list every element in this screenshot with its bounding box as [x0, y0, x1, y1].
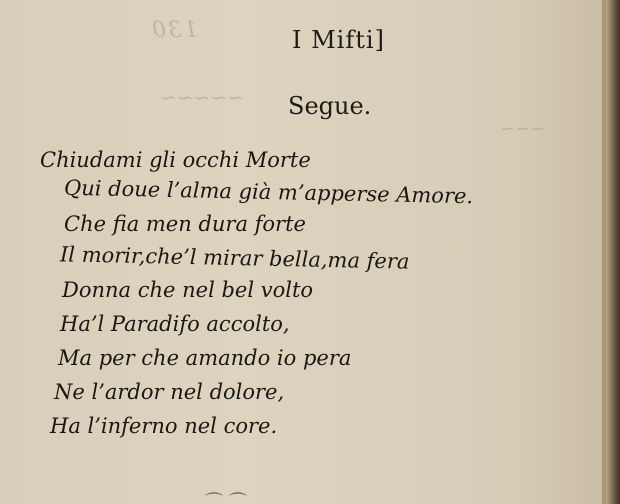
poem-line-7: Ma per che amando io pera [58, 346, 352, 370]
poem-line-4: Il morir,che’l mirar bella,ma fera [59, 242, 410, 274]
catchword-fragment: ⌒ ⌒ [205, 492, 247, 504]
poem-line-5: Donna che nel bel volto [62, 278, 314, 302]
book-gutter [606, 0, 620, 504]
bleed-through-header: 130 [150, 18, 198, 43]
poem-line-8: Ne l’ardor nel dolore, [54, 380, 285, 404]
poem-line-1: Chiudami gli occhi Morte [40, 148, 311, 172]
bleed-through-text: ~~~ [500, 118, 546, 139]
poem-line-6: Ha’l Paradifo accolto, [60, 312, 290, 336]
bleed-through-text: ~~~~~ [160, 85, 244, 109]
running-head: I Mifti] [292, 26, 385, 54]
poem-line-9: Ha l’inferno nel core. [50, 414, 278, 438]
section-title: Segue. [288, 92, 372, 120]
poem-line-2: Qui doue l’alma già m’apperse Amore. [63, 175, 474, 209]
poem-line-3: Che fia men dura forte [64, 212, 306, 236]
